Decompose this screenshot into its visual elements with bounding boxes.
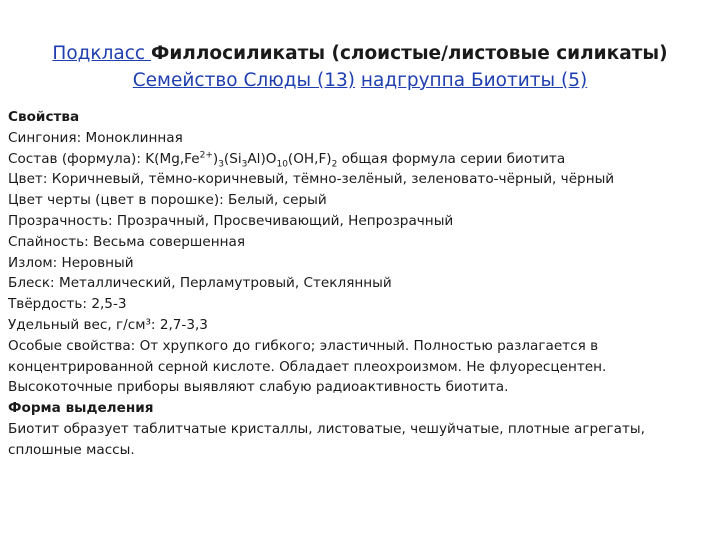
title-line-1 [20, 40, 700, 67]
formula-part: ) [212, 150, 219, 167]
habit-text-line: Биотит образует таблитчатые кристаллы, листоватые, чешуйчатые, плотные агрегаты, [8, 420, 645, 437]
fracture-property: Излом: Неровный [8, 254, 134, 271]
streak-property: Цвет черты (цвет в порошке): Белый, серый [8, 192, 327, 209]
color-property: Цвет: Коричневый, тёмно-коричневый, тёмно-зелёный, зеленовато-чёрный, чёрный [8, 171, 615, 188]
density-property: Удельный вес, г/см³: 2,7-3,3 [8, 316, 208, 333]
subclass-link[interactable]: Подкласс [52, 43, 151, 64]
habit-heading: Форма выделения [8, 400, 154, 417]
transparency-property: Прозрачность: Прозрачный, Просвечивающий, Непрозрачный [8, 212, 454, 229]
slide-title [20, 40, 700, 94]
properties-heading: Свойства [8, 109, 80, 125]
formula-part: Al)O [247, 150, 277, 167]
hardness-property: Твёрдость: 2,5-3 [8, 296, 127, 313]
formula-sub: 10 [276, 159, 288, 170]
group-link[interactable]: надгруппа Биотиты (5) [360, 70, 588, 91]
family-link[interactable]: Семейство Слюды (13) [132, 70, 356, 91]
title-line-2 [20, 67, 700, 94]
special-properties-line: Высокоточные приборы выявляют слабую радиоактивность биотита. [8, 379, 509, 396]
cleavage-property: Спайность: Весьма совершенная [8, 233, 246, 250]
subclass-name: Филлосиликаты (слоистые/листовые силикаты) [151, 43, 668, 64]
special-properties-line: концентрированной серной кислоте. Обладает плеохроизмом. Не флуоресцентен. [8, 358, 607, 375]
chemical-formula [8, 149, 708, 170]
special-properties-line: Особые свойства: От хрупкого до гибкого; эластичный. Полностью разлагается в [8, 337, 599, 354]
formula-sub: 2 [331, 159, 338, 170]
formula-sub: 3 [218, 159, 224, 170]
formula-sub: 3 [241, 159, 248, 170]
formula-sup: 2+ [199, 150, 213, 161]
mineral-description [8, 107, 708, 461]
formula-suffix: общая формула серии биотита [337, 150, 566, 167]
formula-part: (OH,F) [287, 150, 332, 167]
formula-prefix: Состав (формула): K(Mg,Fe [8, 150, 200, 167]
crystal-system: Сингония: Моноклинная [8, 129, 183, 146]
luster-property: Блеск: Металлический, Перламутровый, Стеклянный [8, 275, 392, 292]
habit-text-line: сплошные массы. [8, 441, 135, 458]
formula-part: (Si [223, 150, 242, 167]
